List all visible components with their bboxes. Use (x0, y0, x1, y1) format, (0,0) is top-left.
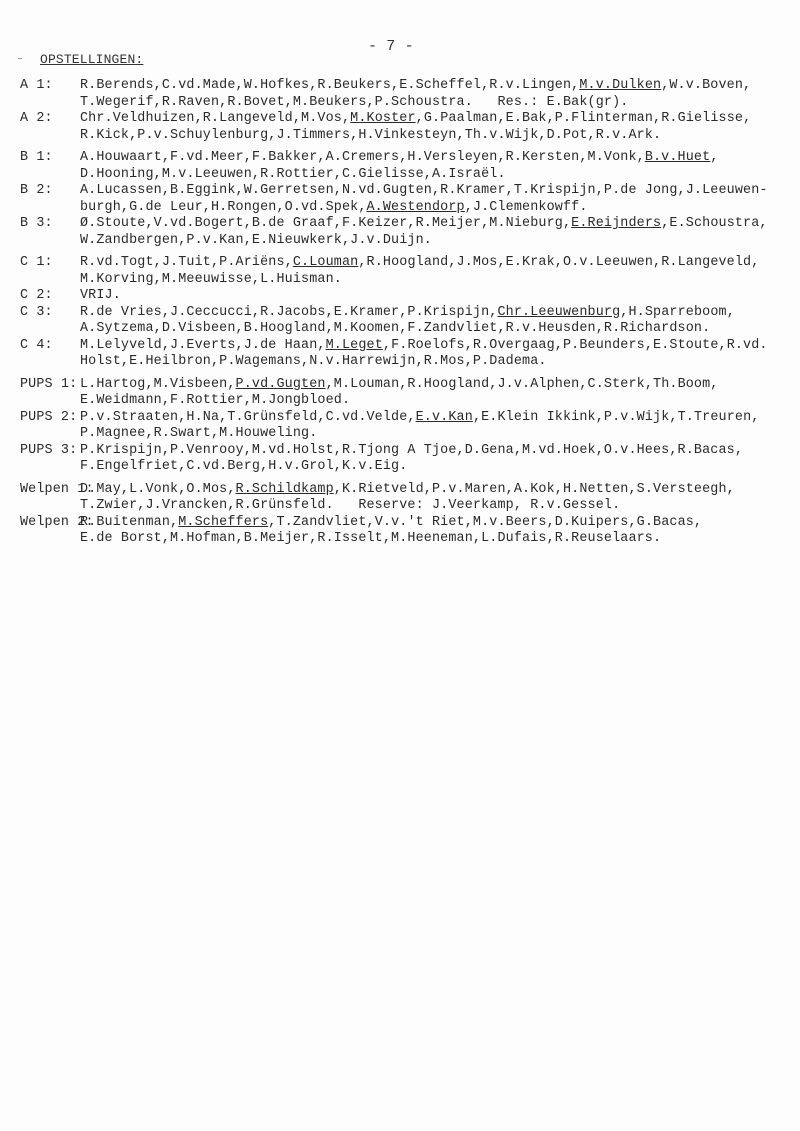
player-text: ,G.Paalman,E.Bak,P.Flinterman,R.Gielisse, (415, 111, 752, 126)
player-text: ,J.Clemenkowff. (464, 199, 588, 215)
player-line (80, 443, 780, 460)
team-label: B 1: (20, 150, 53, 165)
player-text: ,E.Schoustra, (661, 216, 768, 231)
player-text: A.Sytzema,D.Visbeen,B.Hoogland,M.Koomen,F.Zandvliet,R.v.Heusden,R.Richardson. (80, 321, 711, 336)
captain-name: R.Schildkamp (235, 481, 334, 497)
team-label: B 2: (20, 183, 53, 198)
captain-name: E.v.Kan (415, 409, 473, 425)
player-text: T.Wegerif,R.Raven,R.Bovet,M.Beukers,P.Schoustra. Res.: E.Bak(gr). (80, 94, 629, 110)
player-line (80, 167, 780, 184)
player-line (80, 482, 780, 499)
player-names (80, 78, 780, 111)
team-lineup (20, 338, 780, 371)
player-names (80, 482, 780, 515)
player-text: A.Lucassen,B.Eggink,W.Gerretsen,N.vd.Gugten,R.Kramer,T.Krispijn,P.de Jong,J.Leeuwen- (80, 183, 768, 198)
player-line (80, 393, 780, 410)
player-text: ,H.Sparreboom, (620, 304, 735, 320)
player-line (80, 338, 780, 355)
team-label: C 3: (20, 304, 53, 320)
player-line (80, 111, 780, 128)
player-text: ,R.Hoogland,J.Mos,E.Krak,O.v.Leeuwen,R.Langeveld, (358, 255, 760, 270)
team-label: Welpen 2: (20, 514, 94, 530)
player-names (80, 255, 780, 288)
margin-mark (18, 58, 22, 59)
captain-name: Chr.Leeuwenburg (497, 304, 621, 320)
player-text: T.Zwier,J.Vrancken,R.Grünsfeld. Reserve: J.Veerkamp, R.v.Gessel. (80, 498, 621, 513)
player-text: Ø.Stoute,V.vd.Bogert,B.de Graaf,F.Keizer,R.Meijer,M.Nieburg, (80, 216, 572, 231)
page-number: - 7 - (368, 38, 414, 55)
player-names (80, 305, 780, 338)
player-text: burgh,G.de Leur,H.Rongen,O.vd.Spek, (80, 199, 367, 215)
player-text: ,M.Louman,R.Hoogland,J.v.Alphen,C.Sterk,Th.Boom, (325, 376, 719, 392)
team-lineup (20, 78, 780, 111)
player-text: F.Engelfriet,C.vd.Berg,H.v.Grol,K.v.Eig. (80, 459, 408, 474)
team-lineup (20, 255, 780, 288)
captain-name: A.Westendorp (366, 199, 465, 215)
team-label: A 1: (20, 78, 53, 93)
team-lineup (20, 288, 780, 305)
player-text: D.May,L.Vonk,O.Mos, (80, 481, 236, 497)
player-names (80, 338, 780, 371)
team-lineup (20, 377, 780, 410)
team-label: A 2: (20, 111, 53, 126)
player-text: R.de Vries,J.Ceccucci,R.Jacobs,E.Kramer,P.Krispijn, (80, 304, 498, 320)
player-text: ,T.Zandvliet,V.v.'t Riet,M.v.Beers,D.Kuipers,G.Bacas, (268, 514, 703, 530)
player-text: R.vd.Togt,J.Tuit,P.Ariëns, (80, 255, 293, 270)
player-line (80, 183, 780, 200)
player-names (80, 111, 780, 144)
page-heading: OPSTELLINGEN: (40, 52, 144, 67)
player-line (80, 150, 780, 167)
team-lineup (20, 305, 780, 338)
player-line (80, 78, 780, 95)
captain-name: M.Scheffers (178, 514, 269, 530)
player-line (80, 128, 780, 145)
player-line (80, 354, 780, 371)
player-text: VRIJ. (80, 288, 121, 303)
team-lineup (20, 183, 780, 216)
team-label: C 2: (20, 288, 53, 303)
captain-name: B.v.Huet (644, 150, 711, 165)
player-line (80, 305, 780, 322)
player-text: R.Kick,P.v.Schuylenburg,J.Timmers,H.Vinkesteyn,Th.v.Wijk,D.Pot,R.v.Ark. (80, 127, 662, 143)
player-text: R.Buitenman, (80, 514, 179, 530)
player-line (80, 288, 780, 305)
player-line (80, 272, 780, 289)
team-label: PUPS 1: (20, 376, 78, 392)
player-text: W.Zandbergen,P.v.Kan,E.Nieuwkerk,J.v.Duijn. (80, 232, 432, 248)
player-text: Holst,E.Heilbron,P.Wagemans,N.v.Harrewijn,R.Mos,P.Dadema. (80, 354, 547, 369)
player-line (80, 515, 780, 532)
captain-name: C.Louman (292, 255, 359, 270)
player-names (80, 288, 780, 305)
player-line (80, 426, 780, 443)
team-lineup (20, 216, 780, 249)
player-text: M.Korving,M.Meeuwisse,L.Huisman. (80, 271, 342, 287)
player-text: ,W.v.Boven, (661, 78, 752, 93)
player-text: E.de Borst,M.Hofman,B.Meijer,R.Isselt,M.Heeneman,L.Dufais,R.Reuselaars. (80, 531, 662, 546)
player-line (80, 95, 780, 112)
player-text: ,K.Rietveld,P.v.Maren,A.Kok,H.Netten,S.Versteegh, (333, 481, 735, 497)
player-line (80, 255, 780, 272)
player-text: , (710, 150, 719, 165)
captain-name: M.Koster (350, 111, 416, 126)
lineup-list (20, 78, 780, 548)
player-text: ,F.Roelofs,R.Overgaag,P.Beunders,E.Stoute,R.vd. (382, 337, 768, 353)
player-text: D.Hooning,M.v.Leeuwen,R.Rottier,C.Gielisse,A.Israël. (80, 166, 506, 182)
player-names (80, 377, 780, 410)
team-label: C 4: (20, 337, 53, 353)
player-text: R.Berends,C.vd.Made,W.Hofkes,R.Beukers,E.Scheffel,R.v.Lingen, (80, 78, 580, 93)
player-line (80, 377, 780, 394)
player-line (80, 459, 780, 476)
player-text: M.Lelyveld,J.Everts,J.de Haan, (80, 337, 326, 353)
player-line (80, 531, 780, 548)
player-line (80, 321, 780, 338)
player-text: A.Houwaart,F.vd.Meer,F.Bakker,A.Cremers,H.Versleyen,R.Kersten,M.Vonk, (80, 150, 645, 165)
team-lineup (20, 150, 780, 183)
player-line (80, 498, 780, 515)
team-label: Welpen 1: (20, 481, 94, 497)
player-text: P.Krispijn,P.Venrooy,M.vd.Holst,R.Tjong A Tjoe,D.Gena,M.vd.Hoek,O.v.Hees,R.Bacas, (80, 442, 744, 458)
team-lineup (20, 443, 780, 476)
player-names (80, 183, 780, 216)
team-lineup (20, 482, 780, 515)
player-text: Chr.Veldhuizen,R.Langeveld,M.Vos, (80, 111, 351, 126)
team-label: PUPS 3: (20, 442, 78, 458)
player-text: P.v.Straaten,H.Na,T.Grünsfeld,C.vd.Velde, (80, 409, 416, 425)
team-lineup (20, 410, 780, 443)
team-lineup (20, 111, 780, 144)
player-text: E.Weidmann,F.Rottier,M.Jongbloed. (80, 393, 351, 408)
player-line (80, 216, 780, 233)
team-label: B 3: (20, 216, 53, 231)
player-line (80, 410, 780, 427)
player-names (80, 443, 780, 476)
captain-name: E.Reijnders (571, 216, 662, 231)
team-lineup (20, 515, 780, 548)
player-text: L.Hartog,M.Visbeen, (80, 376, 236, 392)
captain-name: M.v.Dulken (579, 78, 662, 93)
team-label: C 1: (20, 255, 53, 270)
player-names (80, 515, 780, 548)
captain-name: P.vd.Gugten (235, 376, 326, 392)
player-text: ,E.Klein Ikkink,P.v.Wijk,T.Treuren, (472, 409, 760, 425)
player-line (80, 233, 780, 250)
player-text: P.Magnee,R.Swart,M.Houweling. (80, 426, 318, 441)
player-names (80, 410, 780, 443)
player-line (80, 200, 780, 217)
team-label: PUPS 2: (20, 409, 78, 425)
player-names (80, 150, 780, 183)
player-names (80, 216, 780, 249)
captain-name: M.Leget (325, 337, 383, 353)
